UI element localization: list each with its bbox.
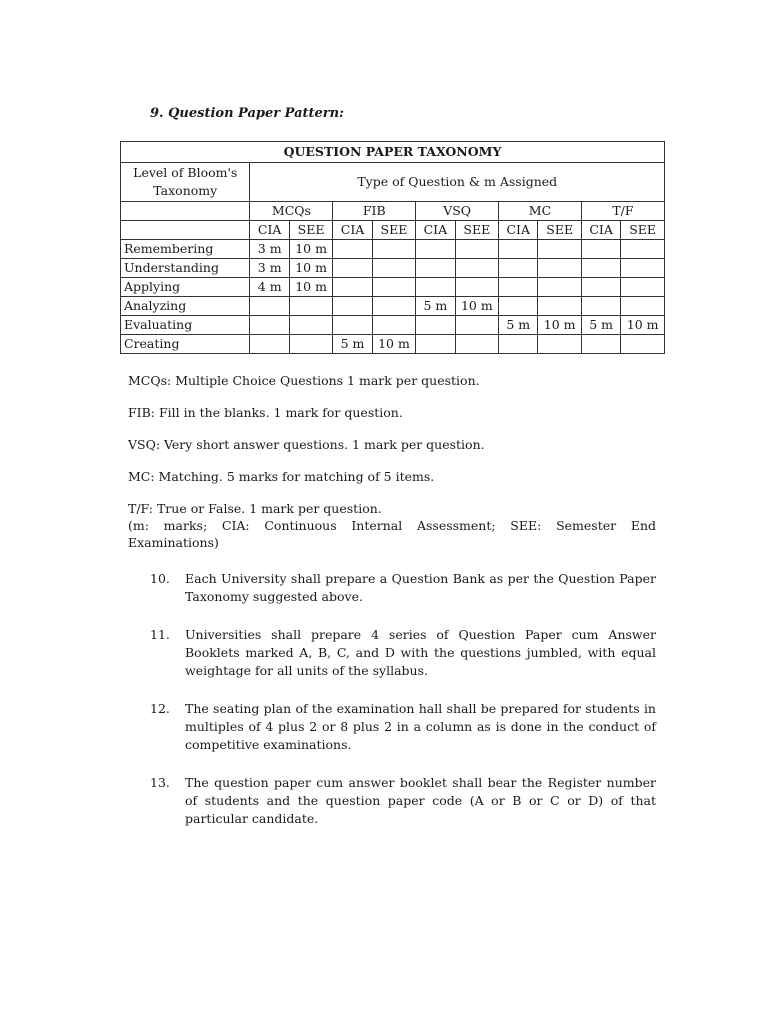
level-cell: Analyzing <box>121 297 250 316</box>
item-number: 12. <box>150 701 170 716</box>
list-item <box>150 700 656 754</box>
group-header: FIB <box>333 202 416 221</box>
mark-cell: 5 m <box>499 316 538 335</box>
table-row <box>121 240 665 259</box>
mark-cell <box>333 316 372 335</box>
mark-cell <box>250 297 289 316</box>
list-item <box>150 774 656 828</box>
table-row <box>121 297 665 316</box>
mark-cell <box>499 278 538 297</box>
mark-cell <box>250 335 289 354</box>
note-mcq: MCQs: Multiple Choice Questions 1 mark per question. <box>128 373 480 388</box>
section-heading: 9. Question Paper Pattern: <box>150 106 344 121</box>
mark-cell <box>372 297 416 316</box>
level-cell: Understanding <box>121 259 250 278</box>
sub-header: SEE <box>538 221 582 240</box>
mark-cell <box>538 240 582 259</box>
mark-cell <box>289 297 333 316</box>
sub-header: CIA <box>416 221 455 240</box>
level-cell: Evaluating <box>121 316 250 335</box>
group-header: MC <box>499 202 582 221</box>
mark-cell <box>333 297 372 316</box>
mark-cell <box>416 316 455 335</box>
mark-cell <box>455 316 499 335</box>
mark-cell: 5 m <box>581 316 620 335</box>
question-paper-taxonomy-table <box>120 141 665 354</box>
level-cell: Applying <box>121 278 250 297</box>
mark-cell: 10 m <box>289 259 333 278</box>
sub-header: SEE <box>455 221 499 240</box>
list-item <box>150 570 656 606</box>
table-row <box>121 316 665 335</box>
blank-cell <box>121 202 250 221</box>
note-legend: (m: marks; CIA: Continuous Internal Assessment; SEE: Semester End Examinations) <box>128 518 656 550</box>
mark-cell: 10 m <box>621 316 665 335</box>
mark-cell: 5 m <box>333 335 372 354</box>
type-header: Type of Question & m Assigned <box>250 163 665 202</box>
mark-cell <box>372 278 416 297</box>
mark-cell: 10 m <box>289 240 333 259</box>
mark-cell <box>455 278 499 297</box>
mark-cell <box>538 259 582 278</box>
table-title: QUESTION PAPER TAXONOMY <box>121 142 665 163</box>
mark-cell: 4 m <box>250 278 289 297</box>
mark-cell <box>581 278 620 297</box>
sub-header: CIA <box>499 221 538 240</box>
mark-cell: 10 m <box>455 297 499 316</box>
mark-cell <box>372 316 416 335</box>
note-mc: MC: Matching. 5 marks for matching of 5 items. <box>128 469 435 484</box>
sub-header: CIA <box>250 221 289 240</box>
mark-cell <box>581 335 620 354</box>
mark-cell <box>455 259 499 278</box>
item-text: The seating plan of the examination hall shall be prepared for students in multiples of 4 plus 2 or 8 plus 2 in a column as is done in the conduct of competitive examinations. <box>185 701 656 752</box>
table-row <box>121 335 665 354</box>
level-header: Level of Bloom's Taxonomy <box>121 163 250 202</box>
mark-cell <box>250 316 289 335</box>
item-text: Universities shall prepare 4 series of Question Paper cum Answer Booklets marked A, B, C, and D with the questions jumbled, with equal weightage for all units of the syllabus. <box>185 627 656 678</box>
mark-cell <box>333 240 372 259</box>
mark-cell <box>416 278 455 297</box>
mark-cell <box>499 335 538 354</box>
note-tf: T/F: True or False. 1 mark per question. <box>128 501 382 516</box>
level-cell: Remembering <box>121 240 250 259</box>
mark-cell <box>372 259 416 278</box>
mark-cell <box>416 259 455 278</box>
mark-cell <box>289 335 333 354</box>
mark-cell <box>372 240 416 259</box>
group-header: T/F <box>581 202 664 221</box>
item-number: 13. <box>150 775 170 790</box>
group-header-row <box>121 202 665 221</box>
numbered-items <box>150 570 656 848</box>
mark-cell <box>581 240 620 259</box>
mark-cell <box>581 259 620 278</box>
mark-cell <box>621 335 665 354</box>
mark-cell: 10 m <box>289 278 333 297</box>
group-header: VSQ <box>416 202 499 221</box>
sub-header: SEE <box>621 221 665 240</box>
list-item <box>150 626 656 680</box>
mark-cell <box>499 259 538 278</box>
mark-cell <box>333 259 372 278</box>
mark-cell <box>333 278 372 297</box>
group-header: MCQs <box>250 202 333 221</box>
note-fib: FIB: Fill in the blanks. 1 mark for question. <box>128 405 403 420</box>
mark-cell <box>455 335 499 354</box>
blank-cell <box>121 221 250 240</box>
mark-cell <box>499 297 538 316</box>
mark-cell <box>499 240 538 259</box>
abbreviation-notes <box>128 372 656 551</box>
mark-cell <box>621 297 665 316</box>
table-row <box>121 278 665 297</box>
item-number: 10. <box>150 571 170 586</box>
mark-cell: 3 m <box>250 240 289 259</box>
sub-header: SEE <box>372 221 416 240</box>
item-text: Each University shall prepare a Question Bank as per the Question Paper Taxonomy suggested above. <box>185 571 656 604</box>
mark-cell <box>416 335 455 354</box>
mark-cell <box>621 278 665 297</box>
mark-cell <box>538 335 582 354</box>
table-row <box>121 259 665 278</box>
mark-cell <box>621 240 665 259</box>
sub-header: CIA <box>333 221 372 240</box>
mark-cell: 10 m <box>372 335 416 354</box>
mark-cell <box>455 240 499 259</box>
mark-cell <box>289 316 333 335</box>
item-number: 11. <box>150 627 170 642</box>
mark-cell <box>621 259 665 278</box>
sub-header: SEE <box>289 221 333 240</box>
sub-header: CIA <box>581 221 620 240</box>
item-text: The question paper cum answer booklet shall bear the Register number of students and the question paper code (A or B or C or D) of that particular candidate. <box>185 775 656 826</box>
mark-cell <box>538 278 582 297</box>
note-vsq: VSQ: Very short answer questions. 1 mark per question. <box>128 437 485 452</box>
mark-cell: 5 m <box>416 297 455 316</box>
level-cell: Creating <box>121 335 250 354</box>
mark-cell: 10 m <box>538 316 582 335</box>
mark-cell <box>581 297 620 316</box>
sub-header-row <box>121 221 665 240</box>
mark-cell: 3 m <box>250 259 289 278</box>
mark-cell <box>416 240 455 259</box>
mark-cell <box>538 297 582 316</box>
